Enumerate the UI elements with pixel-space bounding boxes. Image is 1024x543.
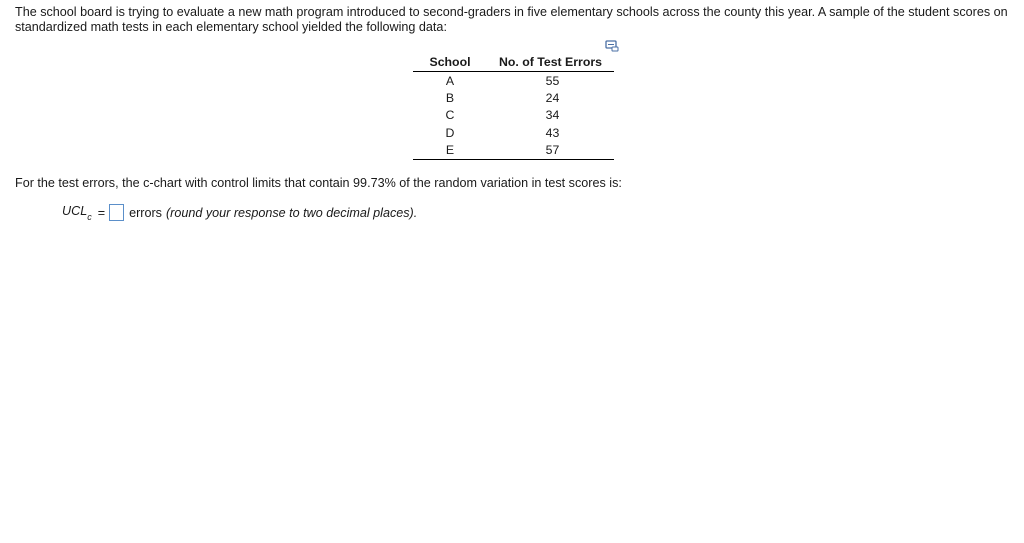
ucl-answer-input[interactable]: [109, 204, 124, 221]
header-school: School: [413, 53, 487, 72]
ucl-label-sub: c: [87, 211, 92, 222]
table-row: [413, 124, 614, 141]
cell-school: E: [413, 142, 487, 160]
cell-school: B: [445, 91, 455, 106]
cell-errors: 43: [545, 125, 560, 140]
table-row: [413, 72, 614, 90]
problem-intro: The school board is trying to evaluate a new math program introduced to second-graders in five elementary schools across the county this year. A sample of the student scores on standardized math tests in each elementary school yielded the following data:: [15, 5, 1008, 34]
cell-errors: 55: [545, 73, 560, 88]
copy-icon[interactable]: [605, 40, 619, 52]
header-errors: No. of Test Errors: [487, 53, 614, 72]
data-table: [413, 53, 614, 160]
rounding-hint: (round your response to two decimal places).: [165, 205, 418, 220]
question-text: For the test errors, the c-chart with control limits that contain 99.73% of the random variation in test scores is:: [15, 176, 622, 190]
cell-errors: 57: [487, 142, 614, 160]
ucl-label: [62, 204, 92, 221]
cell-errors: 34: [545, 108, 560, 123]
cell-errors: 24: [545, 91, 560, 106]
table-row: [413, 107, 614, 124]
cell-school: C: [445, 108, 455, 123]
equals-sign: =: [97, 205, 106, 220]
unit-text: errors: [129, 205, 162, 220]
answer-line: [62, 204, 417, 221]
cell-school: A: [445, 73, 455, 88]
ucl-label-main: UCL: [62, 204, 88, 219]
table-header-row: [413, 53, 614, 72]
cell-school: D: [445, 125, 455, 140]
table-row: [413, 142, 614, 160]
table-row: [413, 89, 614, 106]
